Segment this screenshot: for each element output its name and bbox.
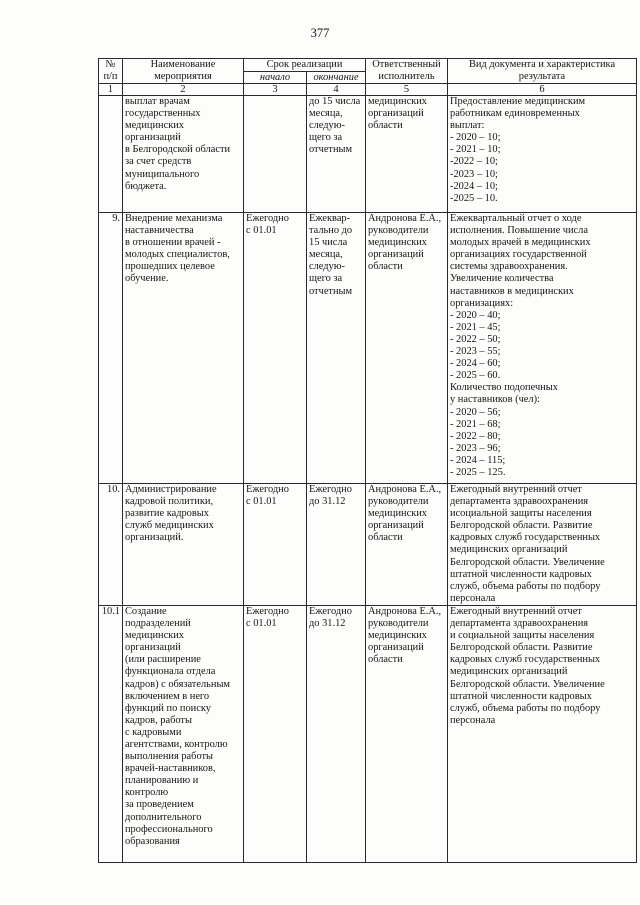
header-start: начало (244, 71, 307, 84)
text-line: организаций (125, 642, 181, 654)
text-line: Ежегодно (309, 605, 352, 617)
text-line: кадровых служб государственных (450, 532, 601, 544)
text-line: кадров) с обязательным (125, 678, 230, 690)
responsible-cell (366, 484, 448, 606)
text-line: Ежегодно (309, 484, 352, 495)
text-line: и социальной защиты населения (450, 630, 595, 642)
text-line: области (368, 654, 403, 666)
text-line: - 2024 – 60; (450, 358, 501, 370)
text-line: Ежеквар- (309, 213, 351, 224)
text-line: области (368, 120, 403, 132)
text-line: за счет средств (125, 156, 192, 168)
text-line: выплат врачам (125, 96, 190, 107)
result-document-cell (448, 605, 637, 862)
text-line: до 15 числа (309, 96, 361, 107)
text-line: Количество подопечных (450, 382, 558, 394)
text-line: медицинских (125, 630, 184, 642)
text-line: включением в него (125, 690, 210, 702)
text-line: исполнения. Повышение числа (450, 225, 588, 237)
table-row (99, 484, 637, 606)
end-date-cell (307, 96, 366, 213)
event-name-cell (123, 605, 244, 862)
header-num: № п/п (99, 59, 123, 84)
end-date-cell (307, 605, 366, 862)
text-line: руководители (368, 496, 429, 508)
text-line: кадров, работы (125, 714, 192, 726)
text-line: системы здравоохранения. (450, 261, 568, 273)
text-line: - 2023 – 55; (450, 346, 501, 358)
text-line: отчетным (309, 144, 353, 156)
text-line: подразделений (125, 618, 191, 630)
text-line: работникам единовременных (450, 108, 580, 120)
text-line: медицинских (368, 630, 427, 642)
text-line: организациях государственной (450, 249, 587, 261)
text-line: организаций (368, 520, 424, 532)
text-line: Создание (125, 605, 167, 617)
text-line: организаций (368, 108, 424, 120)
text-line: Белгородской области. Развитие (450, 520, 593, 532)
text-line: контролю (125, 787, 169, 799)
text-line: департамента здравоохранения (450, 618, 589, 630)
header-end: окончание (307, 71, 366, 84)
text-line: Ежегодно (246, 213, 289, 224)
text-line: организаций (125, 132, 181, 144)
text-line: - 2025 – 125. (450, 466, 506, 478)
text-line: с 01.01 (246, 496, 277, 508)
header-term: Срок реализации (244, 59, 366, 72)
text-line: штатной численности кадровых (450, 690, 592, 702)
text-line: -2024 – 10; (450, 180, 498, 192)
text-line: - 2020 – 40; (450, 309, 501, 321)
col-number: 6 (448, 84, 637, 96)
column-number-row (99, 84, 637, 96)
table-row (99, 605, 637, 862)
text-line: в Белгородской области (125, 144, 231, 156)
result-document-cell (448, 484, 637, 606)
text-line: Белгородской области. Увеличение (450, 678, 605, 690)
result-document-cell (448, 213, 637, 484)
responsible-cell (366, 213, 448, 484)
text-line: бюджета. (125, 180, 167, 192)
text-line: служб, объема работы по подбору (450, 580, 601, 592)
header-responsible: Ответственный исполнитель (366, 59, 448, 84)
header-document: Вид документа и характеристика результата (448, 59, 637, 84)
text-line: до 31.12 (309, 618, 346, 630)
text-line: руководители (368, 618, 429, 630)
start-date-cell (244, 484, 307, 606)
text-line: Администрирование (125, 484, 217, 495)
text-line: следую- (309, 261, 345, 273)
start-date-cell (244, 213, 307, 484)
header-name: Наименование мероприятия (123, 59, 244, 84)
text-line: у наставников (чел): (450, 394, 540, 406)
text-line: персонала (450, 714, 496, 726)
row-number-cell: 10. (99, 484, 123, 606)
text-line: руководители (368, 225, 429, 237)
text-line: Андронова Е.А., (368, 213, 442, 224)
text-line: организаций (368, 249, 424, 261)
text-line: (или расширение (125, 654, 201, 666)
end-date-cell (307, 484, 366, 606)
text-line: развитие кадровых (125, 508, 209, 520)
text-line: прошедших целевое (125, 261, 215, 273)
responsible-cell (366, 605, 448, 862)
text-line: наставников в медицинских (450, 285, 574, 297)
event-name-cell (123, 484, 244, 606)
text-line: Ежегодно (246, 484, 289, 495)
text-line: штатной численности кадровых (450, 568, 592, 580)
event-name-cell (123, 213, 244, 484)
text-line: образования (125, 835, 180, 847)
text-line: -2023 – 10; (450, 168, 498, 180)
table-row (99, 213, 637, 484)
start-date-cell (244, 96, 307, 213)
text-line: выплат: (450, 120, 485, 132)
text-line: медицинских организаций (450, 544, 568, 556)
text-line: Ежегодный внутренний отчет (450, 605, 582, 617)
text-line: Ежеквартальный отчет о ходе (450, 213, 582, 224)
text-line: функционала отдела (125, 666, 216, 678)
plan-table (98, 58, 637, 863)
col-number: 2 (123, 84, 244, 96)
text-line: с кадровыми (125, 726, 182, 738)
text-line: с 01.01 (246, 618, 277, 630)
row-number-cell: 10.1 (99, 605, 123, 862)
text-line: Андронова Е.А., (368, 484, 442, 495)
text-line: до 31.12 (309, 496, 346, 508)
text-line: планированию и (125, 775, 199, 787)
text-line: Ежегодный внутренний отчет (450, 484, 582, 495)
text-line: медицинских (368, 508, 427, 520)
text-line: муниципального (125, 168, 200, 180)
text-line: медицинских организаций (450, 666, 568, 678)
text-line: месяца, (309, 108, 343, 120)
text-line: агентствами, контролю (125, 738, 228, 750)
text-line: - 2022 – 50; (450, 333, 501, 345)
text-line: Ежегодно (246, 605, 289, 617)
text-line: организаций. (125, 532, 184, 544)
text-line: Увеличение количества (450, 273, 554, 285)
text-line: - 2022 – 80; (450, 430, 501, 442)
text-line: наставничества (125, 225, 194, 237)
text-line: врачей-наставников, (125, 763, 216, 775)
text-line: месяца, (309, 249, 343, 261)
text-line: выполнения работы (125, 751, 214, 763)
event-name-cell (123, 96, 244, 213)
text-line: за проведением (125, 799, 194, 811)
text-line: -2025 – 10. (450, 192, 498, 204)
text-line: области (368, 532, 403, 544)
text-line: щего за (309, 132, 343, 144)
text-line: - 2024 – 115; (450, 454, 506, 466)
row-number-cell: 9. (99, 213, 123, 484)
text-line: Белгородской области. Развитие (450, 642, 593, 654)
text-line: щего за (309, 273, 343, 285)
text-line: государственных (125, 108, 201, 120)
text-line: медицинских (368, 237, 427, 249)
text-line: медицинских (125, 120, 184, 132)
col-number: 3 (244, 84, 307, 96)
text-line: исоциальной защиты населения (450, 508, 592, 520)
text-line: области (368, 261, 403, 273)
text-line: кадровых служб государственных (450, 654, 601, 666)
text-line: молодых специалистов, (125, 249, 230, 261)
text-line: организациях: (450, 297, 514, 309)
text-line: - 2020 – 10; (450, 132, 501, 144)
text-line: - 2021 – 45; (450, 321, 501, 333)
text-line: - 2025 – 60. (450, 370, 501, 382)
text-line: в отношении врачей - (125, 237, 221, 249)
text-line: департамента здравоохранения (450, 496, 589, 508)
text-line: обучение. (125, 273, 169, 285)
row-number-cell (99, 96, 123, 213)
text-line: - 2021 – 68; (450, 418, 501, 430)
text-line: отчетным (309, 285, 353, 297)
text-line: служб медицинских (125, 520, 214, 532)
start-date-cell (244, 605, 307, 862)
text-line: профессионального (125, 823, 213, 835)
text-line: дополнительного (125, 811, 202, 823)
end-date-cell (307, 213, 366, 484)
text-line: медицинских (368, 96, 427, 107)
text-line: кадровой политики, (125, 496, 214, 508)
text-line: следую- (309, 120, 345, 132)
text-line: -2022 – 10; (450, 156, 498, 168)
text-line: функций по поиску (125, 702, 211, 714)
header-row (99, 59, 637, 72)
text-line: - 2020 – 56; (450, 406, 501, 418)
text-line: Белгородской области. Увеличение (450, 556, 605, 568)
result-document-cell (448, 96, 637, 213)
text-line: молодых врачей в медицинских (450, 237, 591, 249)
text-line: Андронова Е.А., (368, 605, 442, 617)
col-number: 5 (366, 84, 448, 96)
text-line: персонала (450, 592, 496, 604)
text-line: тально до (309, 225, 353, 237)
col-number: 1 (99, 84, 123, 96)
text-line: - 2021 – 10; (450, 144, 501, 156)
table-row (99, 96, 637, 213)
text-line: служб, объема работы по подбору (450, 702, 601, 714)
text-line: Предоставление медицинским (450, 96, 586, 107)
responsible-cell (366, 96, 448, 213)
text-line: с 01.01 (246, 225, 277, 237)
text-line: - 2023 – 96; (450, 442, 501, 454)
text-line: 15 числа (309, 237, 348, 249)
text-line: организаций (368, 642, 424, 654)
page-number: 377 (310, 26, 330, 40)
col-number: 4 (307, 84, 366, 96)
text-line: Внедрение механизма (125, 213, 223, 224)
